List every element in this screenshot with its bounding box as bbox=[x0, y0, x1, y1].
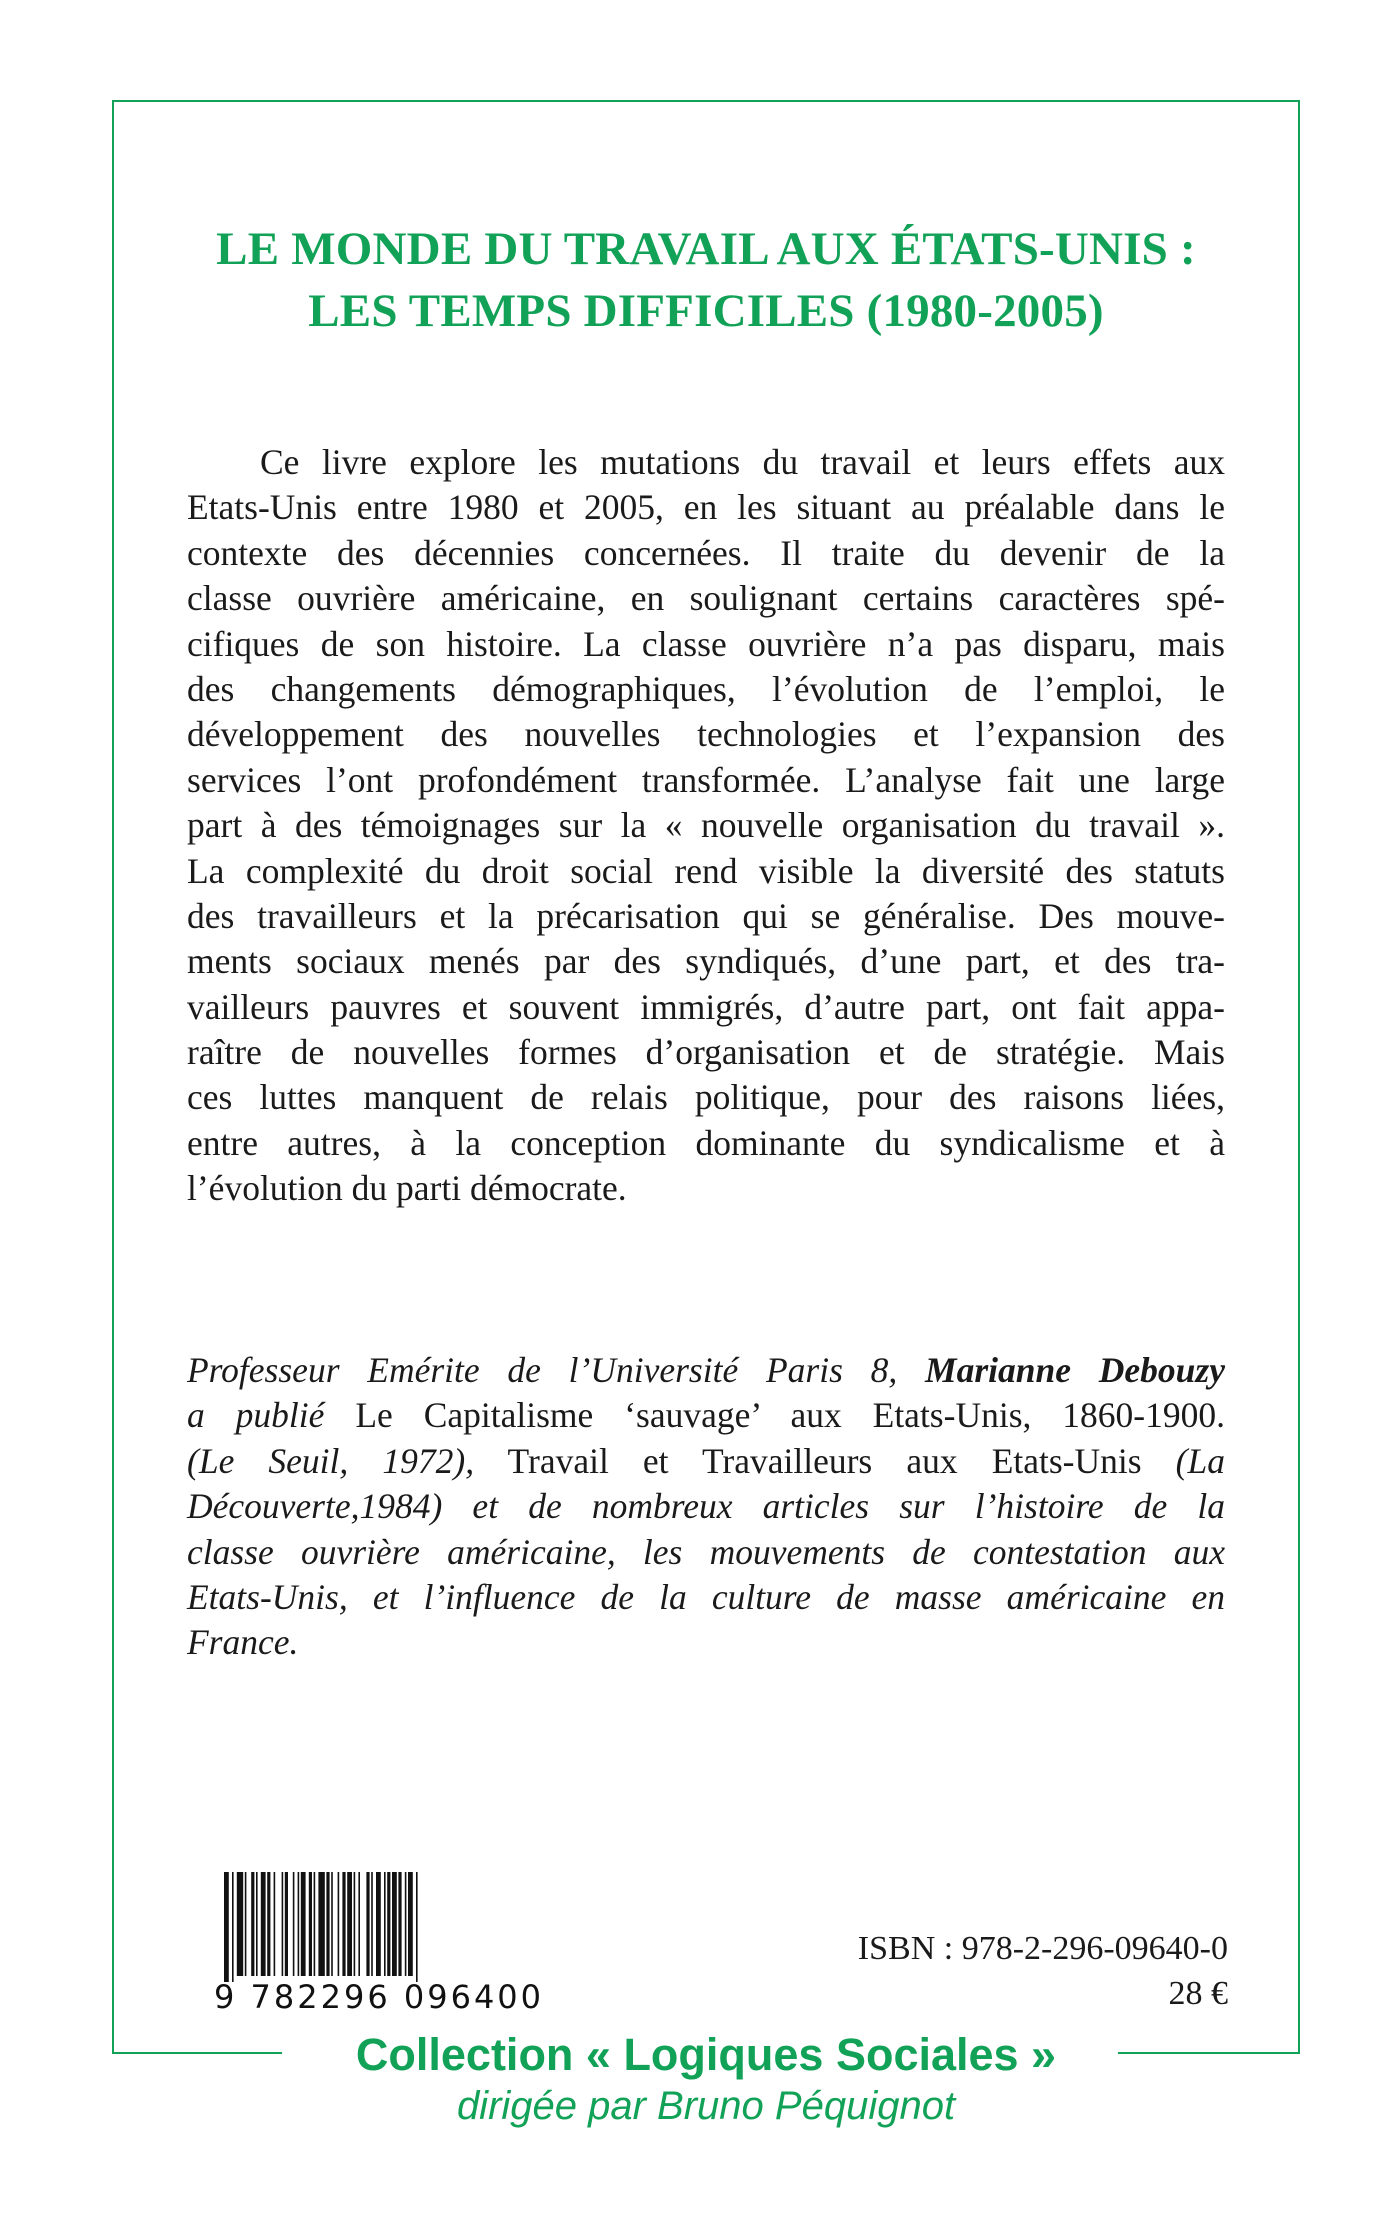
summary-line: Ce livre explore les mutations du travail et leurs effets aux bbox=[260, 442, 1225, 482]
barcode-bar bbox=[376, 1872, 381, 1976]
book-summary bbox=[187, 440, 1225, 1212]
bio-line: Etats-Unis, et l’influence de la culture de masse américaine en bbox=[187, 1576, 1225, 1617]
barcode-bar bbox=[224, 1872, 229, 1982]
barcode-bar bbox=[384, 1872, 386, 1976]
author-bio bbox=[187, 1348, 1225, 1666]
barcode-bar bbox=[293, 1872, 295, 1976]
price-text: 28 € bbox=[1168, 1975, 1228, 2012]
barcode-bar bbox=[342, 1872, 345, 1976]
book-title bbox=[112, 218, 1300, 342]
barcode-bar bbox=[274, 1872, 276, 1976]
collection-name: Collection « Logiques Sociales » bbox=[355, 2029, 1057, 2080]
summary-line: entre autres, à la conception dominante du syndicalisme et à bbox=[187, 1122, 1225, 1163]
summary-line: des travailleurs et la précarisation qui se généralise. Des mouve- bbox=[187, 895, 1225, 936]
bio-line: (Le Seuil, 1972), Travail et Travailleurs aux Etats-Unis (La bbox=[187, 1440, 1225, 1481]
bio-line: France. bbox=[187, 1622, 299, 1663]
barcode-bar bbox=[314, 1872, 316, 1976]
isbn-text: ISBN : 978-2-296-09640-0 bbox=[857, 1930, 1228, 1967]
bio-line: classe ouvrière américaine, les mouvements de contestation aux bbox=[187, 1531, 1225, 1572]
barcode-icon bbox=[222, 1872, 536, 1982]
summary-line: cifiques de son histoire. La classe ouvrière n’a pas disparu, mais bbox=[187, 623, 1225, 664]
summary-line: vailleurs pauvres et souvent immigrés, d’autre part, ont fait appa- bbox=[187, 986, 1225, 1027]
summary-line: ces luttes manquent de relais politique, pour des raisons liées, bbox=[187, 1077, 1225, 1118]
barcode-bar bbox=[358, 1872, 360, 1976]
barcode-bar bbox=[318, 1872, 324, 1976]
collection-director: dirigée par Bruno Péquignot bbox=[456, 2084, 956, 2128]
barcode-bar bbox=[301, 1872, 306, 1976]
barcode-bar bbox=[405, 1872, 407, 1976]
summary-line: La complexité du droit social rend visible la diversité des statuts bbox=[187, 850, 1225, 891]
barcode-bar bbox=[416, 1872, 418, 1982]
summary-line: ments sociaux menés par des syndiqués, d’une part, et des tra- bbox=[187, 941, 1225, 982]
barcode-bar bbox=[398, 1872, 401, 1976]
barcode-bar bbox=[251, 1872, 254, 1976]
barcode-bar bbox=[326, 1872, 329, 1976]
barcode-number: 9 782296 096400 bbox=[214, 1978, 545, 2016]
summary-line: l’évolution du parti démocrate. bbox=[187, 1168, 627, 1209]
barcode-bar bbox=[298, 1872, 300, 1976]
barcode-bar bbox=[338, 1872, 340, 1976]
author-name: Marianne Debouzy bbox=[925, 1350, 1225, 1390]
summary-line: des changements démographiques, l’évolution de l’emploi, le bbox=[187, 668, 1225, 709]
bio-line: Professeur Emérite de l’Université Paris 8, Marianne Debouzy bbox=[187, 1350, 1225, 1390]
bio-line: Découverte,1984) et de nombreux articles sur l’histoire de la bbox=[187, 1486, 1225, 1527]
barcode-bar bbox=[387, 1872, 390, 1976]
barcode-bar bbox=[256, 1872, 258, 1976]
barcode-bar bbox=[331, 1872, 333, 1976]
barcode-bar bbox=[267, 1872, 270, 1976]
barcode-bar bbox=[408, 1872, 413, 1976]
barcode-bar bbox=[392, 1872, 397, 1976]
summary-line: raître de nouvelles formes d’organisation et de stratégie. Mais bbox=[187, 1032, 1225, 1073]
barcode-bar bbox=[282, 1872, 284, 1976]
barcode-bar bbox=[371, 1872, 373, 1976]
barcode-bar bbox=[366, 1872, 369, 1976]
barcode-bar bbox=[347, 1872, 352, 1976]
summary-line: classe ouvrière américaine, en soulignant certains caractères spé- bbox=[187, 578, 1225, 619]
summary-line: services l’ont profondément transformée. L’analyse fait une large bbox=[187, 759, 1225, 800]
barcode-bar bbox=[309, 1872, 312, 1976]
book-title-line-1: LE MONDE DU TRAVAIL AUX ÉTATS-UNIS : bbox=[216, 223, 1196, 275]
bio-line: a publié Le Capitalisme ‘sauvage’ aux Etats-Unis, 1860-1900. bbox=[187, 1395, 1225, 1436]
summary-line: part à des témoignages sur la « nouvelle organisation du travail ». bbox=[187, 805, 1225, 846]
barcode-bar bbox=[237, 1872, 243, 1976]
book-title-line-2: LES TEMPS DIFFICILES (1980-2005) bbox=[308, 285, 1104, 337]
barcode-bar bbox=[261, 1872, 266, 1976]
barcode-bar bbox=[245, 1872, 247, 1976]
summary-line: Etats-Unis entre 1980 et 2005, en les situant au préalable dans le bbox=[187, 487, 1225, 528]
barcode-bar bbox=[232, 1872, 234, 1982]
barcode-bar bbox=[285, 1872, 288, 1976]
summary-line: contexte des décennies concernées. Il traite du devenir de la bbox=[187, 532, 1225, 573]
summary-line: développement des nouvelles technologies et l’expansion des bbox=[187, 714, 1225, 755]
barcode-bar bbox=[354, 1872, 356, 1976]
